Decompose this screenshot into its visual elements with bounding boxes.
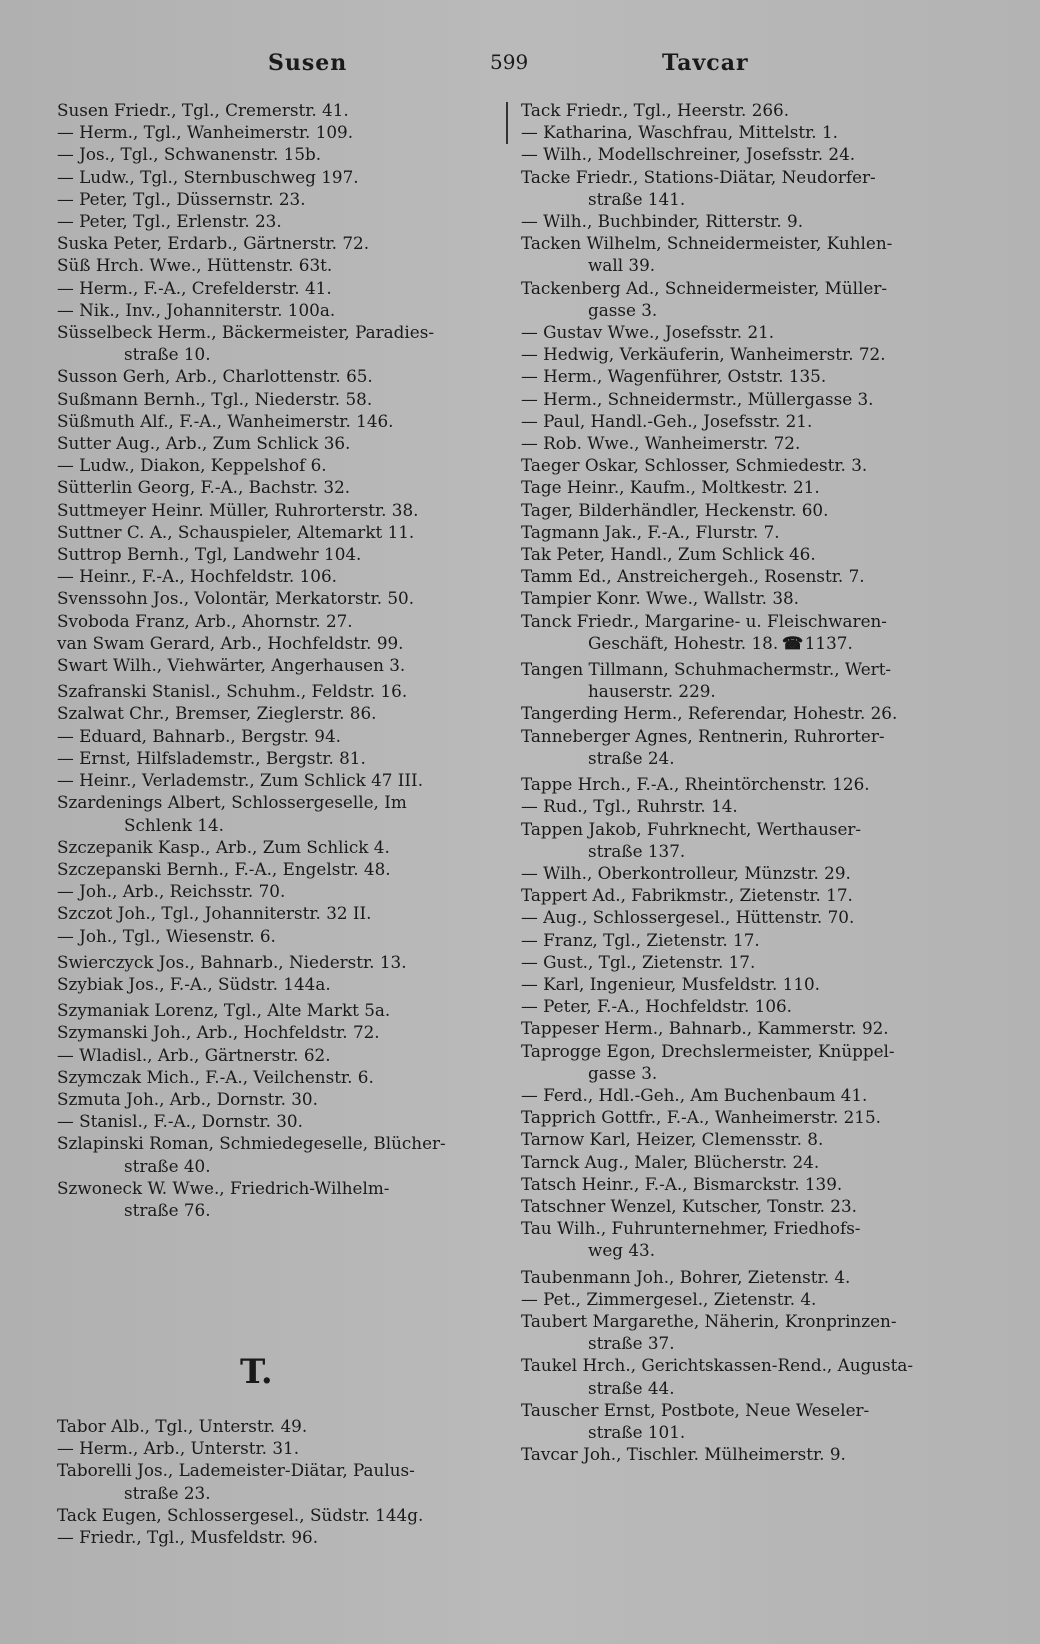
directory-entry: Suttner C. A., Schauspieler, Altemarkt 11.: [57, 521, 415, 542]
directory-entry: — Heinr., F.-A., Hochfeldstr. 106.: [57, 566, 337, 587]
telephone-icon: ☎: [778, 632, 805, 653]
directory-entry: Sutter Aug., Arb., Zum Schlick 36.: [57, 433, 351, 454]
directory-entry: weg 43.: [588, 1240, 656, 1261]
directory-entry: Süß Hrch. Wwe., Hüttenstr. 63t.: [57, 255, 333, 276]
directory-entry: — Nik., Inv., Johanniterstr. 100a.: [57, 299, 336, 320]
directory-entry: Taborelli Jos., Lademeister-Diätar, Paulus-: [57, 1460, 415, 1481]
directory-entry: Tamm Ed., Anstreichergeh., Rosenstr. 7.: [521, 566, 865, 587]
directory-entry: Geschäft, Hohestr. 18. ☎ 1137.: [588, 632, 853, 653]
directory-entry: Tarnck Aug., Maler, Blücherstr. 24.: [521, 1151, 820, 1172]
directory-entry: — Heinr., Verlademstr., Zum Schlick 47 III.: [57, 770, 424, 791]
directory-entry: Tatschner Wenzel, Kutscher, Tonstr. 23.: [521, 1195, 857, 1216]
directory-entry: — Aug., Schlossergesel., Hüttenstr. 70.: [521, 907, 855, 928]
directory-entry: — Hedwig, Verkäuferin, Wanheimerstr. 72.: [521, 344, 886, 365]
directory-entry: Tanck Friedr., Margarine- u. Fleischwaren-: [521, 610, 887, 631]
directory-entry: Szwoneck W. Wwe., Friedrich-Wilhelm-: [57, 1177, 390, 1198]
directory-entry: — Joh., Tgl., Wiesenstr. 6.: [57, 925, 276, 946]
directory-entry: straße 76.: [124, 1199, 211, 1220]
directory-entry: — Ferd., Hdl.-Geh., Am Buchenbaum 41.: [521, 1084, 868, 1105]
directory-entry: Szczepanski Bernh., F.-A., Engelstr. 48.: [57, 858, 391, 879]
directory-entry: Susen Friedr., Tgl., Cremerstr. 41.: [57, 100, 349, 120]
directory-entry: hauserstr. 229.: [588, 681, 716, 702]
column-divider: [506, 102, 508, 144]
directory-entry: Süsselbeck Herm., Bäckermeister, Paradies-: [57, 322, 434, 343]
directory-entry: Szymaniak Lorenz, Tgl., Alte Markt 5a.: [57, 1000, 391, 1021]
directory-entry: straße 24.: [588, 747, 675, 768]
directory-entry: — Ernst, Hilfslademstr., Bergstr. 81.: [57, 747, 366, 768]
directory-entry: gasse 3.: [588, 1062, 658, 1083]
directory-entry: Tabor Alb., Tgl., Unterstr. 49.: [57, 1416, 308, 1436]
directory-entry: Süßmuth Alf., F.-A., Wanheimerstr. 146.: [57, 410, 394, 431]
directory-entry: — Karl, Ingenieur, Musfeldstr. 110.: [521, 973, 821, 994]
directory-entry: — Gustav Wwe., Josefsstr. 21.: [521, 322, 775, 343]
left-column: [57, 99, 497, 1221]
directory-entry: Tangerding Herm., Referendar, Hohestr. 26.: [521, 703, 898, 724]
directory-entry: Tack Friedr., Tgl., Heerstr. 266.: [521, 100, 790, 120]
directory-entry: wall 39.: [588, 255, 656, 276]
directory-entry: Susson Gerh, Arb., Charlottenstr. 65.: [57, 366, 373, 387]
directory-entry: — Herm., Arb., Unterstr. 31.: [57, 1438, 300, 1459]
directory-entry: straße 23.: [124, 1482, 211, 1503]
directory-entry: Tampier Konr. Wwe., Wallstr. 38.: [521, 588, 800, 609]
directory-entry: Szczot Joh., Tgl., Johanniterstr. 32 II.: [57, 903, 372, 924]
directory-entry: Suttrop Bernh., Tgl, Landwehr 104.: [57, 544, 362, 565]
directory-entry: — Gust., Tgl., Zietenstr. 17.: [521, 951, 756, 972]
directory-entry: Sußmann Bernh., Tgl., Niederstr. 58.: [57, 388, 373, 409]
directory-entry: Taubenmann Joh., Bohrer, Zietenstr. 4.: [521, 1266, 851, 1287]
directory-entry: gasse 3.: [588, 299, 658, 320]
directory-entry: — Wilh., Oberkontrolleur, Münzstr. 29.: [521, 862, 851, 883]
right-column: [521, 99, 961, 1465]
header-left-keyword: Susen: [268, 50, 348, 76]
directory-entry: Swart Wilh., Viehwärter, Angerhausen 3.: [57, 655, 406, 676]
directory-entry: — Pet., Zimmergesel., Zietenstr. 4.: [521, 1288, 817, 1309]
directory-entry: van Swam Gerard, Arb., Hochfeldstr. 99.: [57, 632, 404, 653]
left-column-continued: [57, 1415, 497, 1548]
directory-entry: — Herm., Tgl., Wanheimerstr. 109.: [57, 122, 354, 143]
directory-entry: straße 40.: [124, 1155, 211, 1176]
directory-entry: — Eduard, Bahnarb., Bergstr. 94.: [57, 725, 341, 746]
directory-entry: Sütterlin Georg, F.-A., Bachstr. 32.: [57, 477, 351, 498]
directory-entry: Tackenberg Ad., Schneidermeister, Müller-: [521, 277, 888, 298]
directory-entry: Taubert Margarethe, Näherin, Kronprinzen-: [521, 1310, 897, 1331]
directory-entry: Tappe Hrch., F.-A., Rheintörchenstr. 126.: [521, 774, 870, 795]
directory-entry: — Peter, Tgl., Düssernstr. 23.: [57, 188, 306, 209]
directory-entry: Szafranski Stanisl., Schuhm., Feldstr. 16.: [57, 681, 408, 702]
directory-entry: Tanneberger Agnes, Rentnerin, Ruhrorter-: [521, 725, 885, 746]
directory-entry: — Herm., Schneidermstr., Müllergasse 3.: [521, 388, 874, 409]
directory-entry: Szalwat Chr., Bremser, Zieglerstr. 86.: [57, 703, 377, 724]
directory-entry: — Peter, Tgl., Erlenstr. 23.: [57, 211, 282, 232]
directory-entry: Tak Peter, Handl., Zum Schlick 46.: [521, 544, 816, 565]
directory-entry: — Katharina, Waschfrau, Mittelstr. 1.: [521, 122, 838, 143]
page-number: 599: [490, 50, 529, 74]
directory-entry: — Herm., Wagenführer, Oststr. 135.: [521, 366, 827, 387]
directory-entry: Schlenk 14.: [124, 814, 224, 835]
directory-entry: Suska Peter, Erdarb., Gärtnerstr. 72.: [57, 233, 370, 254]
directory-entry: — Wilh., Buchbinder, Ritterstr. 9.: [521, 211, 804, 232]
directory-entry: — Friedr., Tgl., Musfeldstr. 96.: [57, 1527, 319, 1548]
directory-entry: — Franz, Tgl., Zietenstr. 17.: [521, 929, 760, 950]
directory-entry: Tatsch Heinr., F.-A., Bismarckstr. 139.: [521, 1173, 843, 1194]
directory-entry: Szmuta Joh., Arb., Dornstr. 30.: [57, 1088, 318, 1109]
directory-entry: straße 37.: [588, 1333, 675, 1354]
directory-entry: Tappen Jakob, Fuhrknecht, Werthauser-: [521, 818, 862, 839]
phone-number: 1137.: [804, 632, 853, 653]
directory-entry: Tauscher Ernst, Postbote, Neue Weseler-: [521, 1399, 870, 1420]
directory-entry: — Herm., F.-A., Crefelderstr. 41.: [57, 277, 332, 298]
directory-entry: Taeger Oskar, Schlosser, Schmiedestr. 3.: [521, 455, 868, 476]
directory-entry: Taukel Hrch., Gerichtskassen-Rend., Augusta-: [521, 1355, 914, 1376]
directory-entry: Tappert Ad., Fabrikmstr., Zietenstr. 17.: [521, 885, 853, 906]
directory-entry: Swierczyck Jos., Bahnarb., Niederstr. 13.: [57, 951, 407, 972]
directory-entry: straße 101.: [588, 1421, 686, 1442]
page-header: [0, 46, 1040, 86]
directory-entry: Taprogge Egon, Drechslermeister, Knüppel-: [521, 1040, 895, 1061]
directory-entry: — Joh., Arb., Reichsstr. 70.: [57, 881, 286, 902]
directory-entry: — Paul, Handl.-Geh., Josefsstr. 21.: [521, 410, 813, 431]
directory-entry: Tage Heinr., Kaufm., Moltkestr. 21.: [521, 477, 820, 498]
directory-entry: Tager, Bilderhändler, Heckenstr. 60.: [521, 499, 829, 520]
directory-entry: Szybiak Jos., F.-A., Südstr. 144a.: [57, 973, 331, 994]
directory-entry: — Wilh., Modellschreiner, Josefsstr. 24.: [521, 144, 856, 165]
directory-entry: Tack Eugen, Schlossergesel., Südstr. 144g.: [57, 1504, 424, 1525]
directory-entry: Tappeser Herm., Bahnarb., Kammerstr. 92.: [521, 1018, 889, 1039]
directory-entry: Tacken Wilhelm, Schneidermeister, Kuhlen-: [521, 233, 893, 254]
directory-entry: Tavcar Joh., Tischler. Mülheimerstr. 9.: [521, 1444, 846, 1465]
directory-entry: Svoboda Franz, Arb., Ahornstr. 27.: [57, 610, 353, 631]
header-right-keyword: Tavcar: [662, 50, 749, 76]
directory-entry: — Rob. Wwe., Wanheimerstr. 72.: [521, 433, 801, 454]
directory-entry: Tapprich Gottfr., F.-A., Wanheimerstr. 215.: [521, 1107, 881, 1128]
directory-entry: Suttmeyer Heinr. Müller, Ruhrorterstr. 38.: [57, 499, 419, 520]
directory-entry: Tangen Tillmann, Schuhmachermstr., Wert-: [521, 659, 892, 680]
directory-entry: Szymanski Joh., Arb., Hochfeldstr. 72.: [57, 1022, 380, 1043]
directory-entry: — Ludw., Diakon, Keppelshof 6.: [57, 455, 327, 476]
directory-entry: Tagmann Jak., F.-A., Flurstr. 7.: [521, 521, 780, 542]
directory-entry: straße 141.: [588, 188, 686, 209]
section-letter: T.: [240, 1352, 273, 1392]
directory-entry: Tau Wilh., Fuhrunternehmer, Friedhofs-: [521, 1218, 861, 1239]
directory-entry: straße 137.: [588, 840, 686, 861]
directory-entry: straße 10.: [124, 344, 211, 365]
directory-entry: Svenssohn Jos., Volontär, Merkatorstr. 50.: [57, 588, 415, 609]
directory-entry: Szardenings Albert, Schlossergeselle, Im: [57, 792, 407, 813]
directory-entry: — Stanisl., F.-A., Dornstr. 30.: [57, 1111, 303, 1132]
directory-entry: — Peter, F.-A., Hochfeldstr. 106.: [521, 996, 793, 1017]
directory-entry: Tacke Friedr., Stations-Diätar, Neudorfer-: [521, 166, 876, 187]
directory-entry: — Jos., Tgl., Schwanenstr. 15b.: [57, 144, 322, 165]
directory-entry: Tarnow Karl, Heizer, Clemensstr. 8.: [521, 1129, 824, 1150]
directory-entry: — Rud., Tgl., Ruhrstr. 14.: [521, 796, 738, 817]
directory-entry: Szymczak Mich., F.-A., Veilchenstr. 6.: [57, 1066, 374, 1087]
directory-entry: straße 44.: [588, 1377, 675, 1398]
directory-entry: — Ludw., Tgl., Sternbuschweg 197.: [57, 166, 359, 187]
directory-entry: Szczepanik Kasp., Arb., Zum Schlick 4.: [57, 836, 390, 857]
directory-entry: Szlapinski Roman, Schmiedegeselle, Blücher-: [57, 1133, 446, 1154]
directory-entry: — Wladisl., Arb., Gärtnerstr. 62.: [57, 1044, 331, 1065]
